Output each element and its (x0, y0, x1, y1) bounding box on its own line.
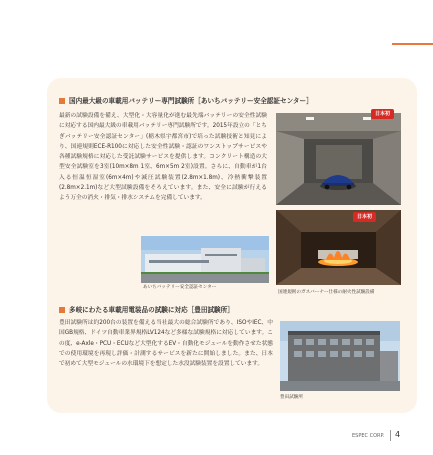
section2-title: 多岐にわたる車載用電装品の試験に対応［豊田試験所］ (69, 306, 234, 314)
heading-square-icon (59, 98, 65, 104)
toyota-lab-photo (280, 321, 400, 391)
fire-test-photo (276, 210, 401, 285)
photo-caption: あいちバッテリー安全認証センター (143, 285, 217, 290)
photo-caption: 豊田試験所 (280, 395, 303, 400)
header-accent-rule (392, 43, 433, 45)
photo-caption: 国連規則のガスバーナー仕様の耐火性試験設備 (278, 290, 375, 295)
japan-first-badge: 日本初 (353, 212, 376, 222)
heading-square-icon (59, 307, 65, 313)
test-room-photo (276, 113, 401, 205)
section2-body: 豊田試験所は約200台の装置を備える当社最大の総合試験所であり、ISOやIEC、中国GB規格、ドイツ自動車業界規格LV124など多様な試験規格に対応しています。この度、e-Axle・PCU・ECUなど大型化するEV・自動化モジュールを動作させた状態での使用環境を再現し評価・計測するサービスを新たに開始しました。また、日本で初めて大型モジュールの水環境下を想定した水没試験装置を設置しています。 (59, 320, 273, 368)
footer-divider (390, 430, 391, 441)
section1-body-wrap (59, 208, 134, 280)
footer-company: ESPEC CORP. (352, 433, 385, 439)
section2-heading (59, 306, 234, 314)
section1-heading (59, 97, 313, 105)
section1-title: 国内最大級の車載用バッテリー専門試験所［あいちバッテリー安全認証センター］ (69, 97, 313, 105)
facility-exterior-photo (141, 236, 269, 283)
section1-body-top: 最新の試験設備を備え、大型化・大容量化が進む最先端バッテリーの安全性試験に対応する国内最大級の車載用バッテリー専門試験所です。2015年設立の「とちぎバッテリー安全認証センター」(栃木県宇都宮市)で培った試験技術と知見により、国連規則ECE-R100に対応した安全性試験・認証のワンストップサービスや各種試験規格に対応した受託試験サービスを提供します。コンクリート構造の大型安全試験室を3室(10m×8m 1室、6m×5m 2室)設置。さらに、自動車が1台入る恒温恒湿室(6m×4m)や減圧試験装置(2.8m×1.8m)、冷熱衝撃装置(2.8m×2.1m)など大型試験設備をそろえています。また、安全に試験が行えるよう万全の消火・排気・排水システムを完備しています。 (59, 113, 267, 202)
page-number: 4 (395, 430, 401, 439)
japan-first-badge: 日本初 (371, 109, 394, 119)
